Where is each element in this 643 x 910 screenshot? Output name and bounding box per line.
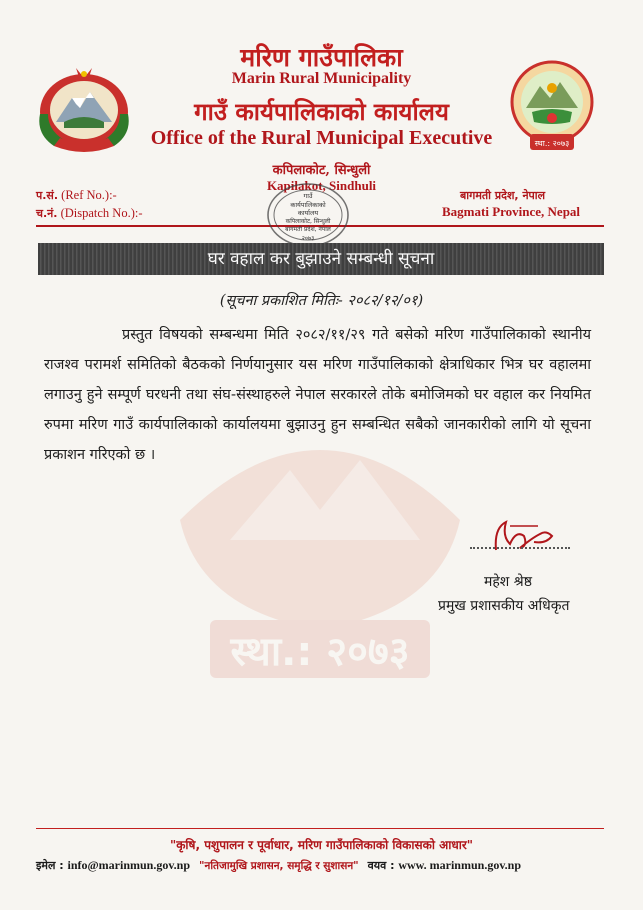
municipality-name-en: Marin Rural Municipality	[231, 70, 412, 87]
seal-line-5: बागमती प्रदेश, नेपाल	[285, 226, 331, 233]
email-address: info@marinmun.gov.np	[67, 858, 191, 872]
seal-line-2: कार्यपालिकाको	[290, 201, 326, 209]
signatory-designation: प्रमुख प्रशासकीय अधिकृत	[438, 598, 570, 614]
footer-divider	[36, 828, 604, 829]
watermark-text: स्था.: २०७३	[230, 629, 410, 675]
municipality-name-np: मरिण गाउँपालिका	[240, 43, 403, 72]
ref-label-np: प.सं.	[36, 189, 59, 202]
province-np: बागमती प्रदेश, नेपाल	[460, 189, 546, 202]
website-label: वयव :	[367, 859, 399, 872]
dispatch-number-label	[36, 206, 143, 221]
dispatch-label-np: च.नं.	[36, 207, 58, 220]
footer-contact	[36, 858, 604, 873]
ref-number-label	[36, 188, 117, 203]
notice-published-date: (सूचना प्रकाशित मितिः- २०८२/१२/०१)	[219, 293, 424, 309]
handwritten-signature	[476, 516, 566, 560]
office-name-np: गाउँ कार्यपालिकाको कार्यालय	[194, 97, 449, 126]
notice-body	[44, 320, 591, 470]
ref-label-en: (Ref No.):-	[61, 188, 117, 202]
signatory-name: महेश श्रेष्ठ	[484, 574, 532, 590]
seal-line-6: २०७३	[301, 235, 315, 242]
office-name-en: Office of the Rural Municipal Executive	[150, 127, 493, 149]
footer-slogan: "कृषि, पशुपालन र पूर्वाधार, मरिण गाउँपालिकाको विकासको आधार"	[169, 838, 474, 852]
seal-line-4: कपिलाकोट, सिन्धुली	[285, 218, 331, 225]
logo-established-text: स्था.: २०७३	[534, 139, 570, 148]
seal-line-1: गाउँ	[303, 192, 313, 200]
website-url: www. marinmun.gov.np	[398, 858, 522, 872]
location-en: Kapilakot, Sindhuli	[266, 178, 377, 193]
notice-body-paragraph: प्रस्तुत विषयको सम्बन्धमा मिति २०८२/११/२९ गते बसेको मरिण गाउँपालिकाको स्थानीय राजश्व परामर्श समितिको बैठकको निर्णयानुसार यस मरिण गाउँपालिकाको क्षेत्राधिकार भित्र घर वहालमा लगाउनु हुने सम्पूर्ण घरधनी तथा संघ-संस्थाहरुले नेपाल सरकारले तोके बमोजिमको घर वहाल कर नियमित रुपमा मरिण गाउँ कार्यपालिकाको कार्यालयमा बुझाउनु हुन सम्बन्धित सबैको जानकारीको लागि यो सूचना प्रकाशन गरिएको छ ।	[44, 327, 591, 463]
notice-title-banner: घर वहाल कर बुझाउने सम्बन्धी सूचना	[38, 243, 604, 275]
dispatch-label-en: (Dispatch No.):-	[60, 206, 143, 220]
seal-line-3: कार्यालय	[297, 209, 319, 217]
email-label: इमेल :	[36, 859, 68, 872]
province-en: Bagmati Province, Nepal	[442, 204, 581, 219]
footer-motto: "नतिजामुखि प्रशासन, समृद्धि र सुशासन"	[199, 860, 359, 872]
signature-line	[470, 547, 570, 549]
location-np: कपिलाकोट, सिन्धुली	[272, 163, 371, 178]
office-seal-stamp	[262, 180, 354, 250]
